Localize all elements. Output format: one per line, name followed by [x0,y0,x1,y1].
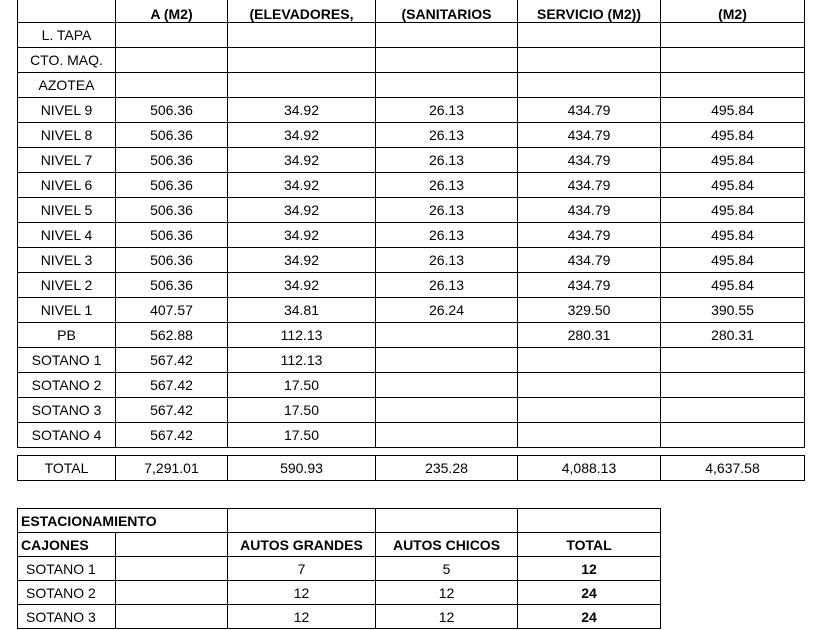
level-label: SOTANO 2 [18,373,116,398]
parking-row [18,581,661,605]
area-cell: 34.92 [228,148,376,173]
level-label: NIVEL 6 [18,173,116,198]
table-row [18,248,805,273]
area-cell [116,73,228,98]
area-cell: 26.24 [376,298,518,323]
parking-cell: 12 [228,581,376,605]
parking-total-cell: 24 [518,605,661,629]
parking-total-cell: 24 [518,581,661,605]
area-cell [518,48,661,73]
area-cell: 390.55 [661,298,805,323]
area-total-table [17,455,805,481]
level-label: NIVEL 4 [18,223,116,248]
empty-cell [376,509,518,533]
empty-cell [518,509,661,533]
area-cell: 34.92 [228,198,376,223]
table-row [18,398,805,423]
parking-title-row [18,509,661,533]
area-cell: 506.36 [116,98,228,123]
area-cell: 26.13 [376,273,518,298]
area-cell: 567.42 [116,423,228,448]
parking-cell: 12 [228,605,376,629]
total-cell: 4,637.58 [661,456,805,481]
parking-row [18,605,661,629]
parking-column-header: AUTOS CHICOS [376,533,518,557]
table-row [18,298,805,323]
area-cell [518,23,661,48]
area-cell: 434.79 [518,248,661,273]
table-row [18,123,805,148]
total-cell: 235.28 [376,456,518,481]
level-label: SOTANO 3 [18,398,116,423]
area-cell [661,23,805,48]
area-cell: 495.84 [661,198,805,223]
area-cell: 434.79 [518,273,661,298]
total-cell: 7,291.01 [116,456,228,481]
area-cell: 506.36 [116,248,228,273]
area-cell: 407.57 [116,298,228,323]
area-cell: 434.79 [518,198,661,223]
area-cell [376,398,518,423]
area-cell [661,373,805,398]
parking-row [18,557,661,581]
area-cell: 506.36 [116,148,228,173]
area-cell: 26.13 [376,223,518,248]
area-cell [376,48,518,73]
area-cell: 26.13 [376,173,518,198]
table-row [18,48,805,73]
parking-cell: 5 [376,557,518,581]
area-cell [228,48,376,73]
parking-column-header: CAJONES [18,533,116,557]
area-cell: 34.92 [228,173,376,198]
area-cell: 567.42 [116,373,228,398]
area-cell: 434.79 [518,148,661,173]
level-label: NIVEL 2 [18,273,116,298]
area-cell [376,423,518,448]
table-row [18,198,805,223]
area-cell [661,348,805,373]
area-cell [376,373,518,398]
area-cell: 434.79 [518,123,661,148]
area-cell [518,348,661,373]
area-cell: 506.36 [116,223,228,248]
parking-cell [116,581,228,605]
table-row [18,148,805,173]
area-cell: 34.92 [228,98,376,123]
table-row [18,98,805,123]
area-cell: 34.81 [228,298,376,323]
parking-cell: 7 [228,557,376,581]
level-label: NIVEL 9 [18,98,116,123]
area-cell: 17.50 [228,398,376,423]
level-label: SOTANO 4 [18,423,116,448]
table-row [18,273,805,298]
parking-table [17,508,661,629]
area-cell: 17.50 [228,373,376,398]
area-cell: 26.13 [376,198,518,223]
column-header: SERVICIO (M2)) [518,0,661,23]
header-row [18,0,805,23]
total-label: TOTAL [18,456,116,481]
area-cell: 562.88 [116,323,228,348]
area-cell: 495.84 [661,173,805,198]
basement-label: SOTANO 2 [18,581,116,605]
area-cell: 495.84 [661,223,805,248]
column-header: (ELEVADORES, [228,0,376,23]
area-cell: 26.13 [376,123,518,148]
parking-column-header [116,533,228,557]
area-cell [116,23,228,48]
area-cell: 495.84 [661,123,805,148]
level-label: AZOTEA [18,73,116,98]
area-cell: 506.36 [116,123,228,148]
parking-cell: 12 [376,581,518,605]
area-cell: 26.13 [376,148,518,173]
area-cell: 495.84 [661,248,805,273]
area-cell: 567.42 [116,398,228,423]
area-cell: 434.79 [518,98,661,123]
level-label: L. TAPA [18,23,116,48]
area-cell [376,348,518,373]
area-cell: 495.84 [661,148,805,173]
table-row [18,23,805,48]
area-cell: 506.36 [116,198,228,223]
level-label: NIVEL 7 [18,148,116,173]
table-row [18,223,805,248]
area-cell [661,423,805,448]
parking-cell [116,605,228,629]
area-cell: 34.92 [228,123,376,148]
area-cell: 329.50 [518,298,661,323]
parking-total-cell: 12 [518,557,661,581]
parking-cell [116,557,228,581]
level-label: NIVEL 8 [18,123,116,148]
table-row [18,173,805,198]
area-cell [228,23,376,48]
level-label: NIVEL 3 [18,248,116,273]
table-row [18,348,805,373]
area-cell: 434.79 [518,173,661,198]
area-cell [116,48,228,73]
level-label: NIVEL 5 [18,198,116,223]
area-cell: 34.92 [228,273,376,298]
parking-column-header: TOTAL [518,533,661,557]
area-cell [228,73,376,98]
area-cell: 17.50 [228,423,376,448]
level-label: CTO. MAQ. [18,48,116,73]
column-header: (M2) [661,0,805,23]
area-cell: 112.13 [228,323,376,348]
area-cell [661,398,805,423]
level-label: NIVEL 1 [18,298,116,323]
column-header: (SANITARIOS [376,0,518,23]
total-cell: 4,088.13 [518,456,661,481]
area-cell: 280.31 [661,323,805,348]
table-row [18,423,805,448]
basement-label: SOTANO 1 [18,557,116,581]
column-header: A (M2) [116,0,228,23]
area-cell: 26.13 [376,248,518,273]
area-cell: 112.13 [228,348,376,373]
basement-label: SOTANO 3 [18,605,116,629]
area-cell: 506.36 [116,273,228,298]
area-cell: 495.84 [661,98,805,123]
table-row [18,323,805,348]
area-cell [376,23,518,48]
area-cell: 567.42 [116,348,228,373]
area-cell: 280.31 [518,323,661,348]
total-row [18,456,805,481]
area-cell [518,423,661,448]
table-row [18,373,805,398]
level-label: SOTANO 1 [18,348,116,373]
parking-header-row [18,533,661,557]
parking-title: ESTACIONAMIENTO [18,509,228,533]
area-cell [376,323,518,348]
area-cell: 506.36 [116,173,228,198]
area-cell [661,73,805,98]
total-cell: 590.93 [228,456,376,481]
empty-cell [228,509,376,533]
area-cell: 34.92 [228,248,376,273]
area-cell [518,373,661,398]
table-row [18,73,805,98]
area-cell: 26.13 [376,98,518,123]
area-cell: 495.84 [661,273,805,298]
area-cell [518,398,661,423]
area-table [17,0,805,448]
area-cell: 434.79 [518,223,661,248]
parking-cell: 12 [376,605,518,629]
column-header [18,0,116,23]
area-cell [518,73,661,98]
parking-column-header: AUTOS GRANDES [228,533,376,557]
area-cell [661,48,805,73]
level-label: PB [18,323,116,348]
area-cell [376,73,518,98]
area-cell: 34.92 [228,223,376,248]
